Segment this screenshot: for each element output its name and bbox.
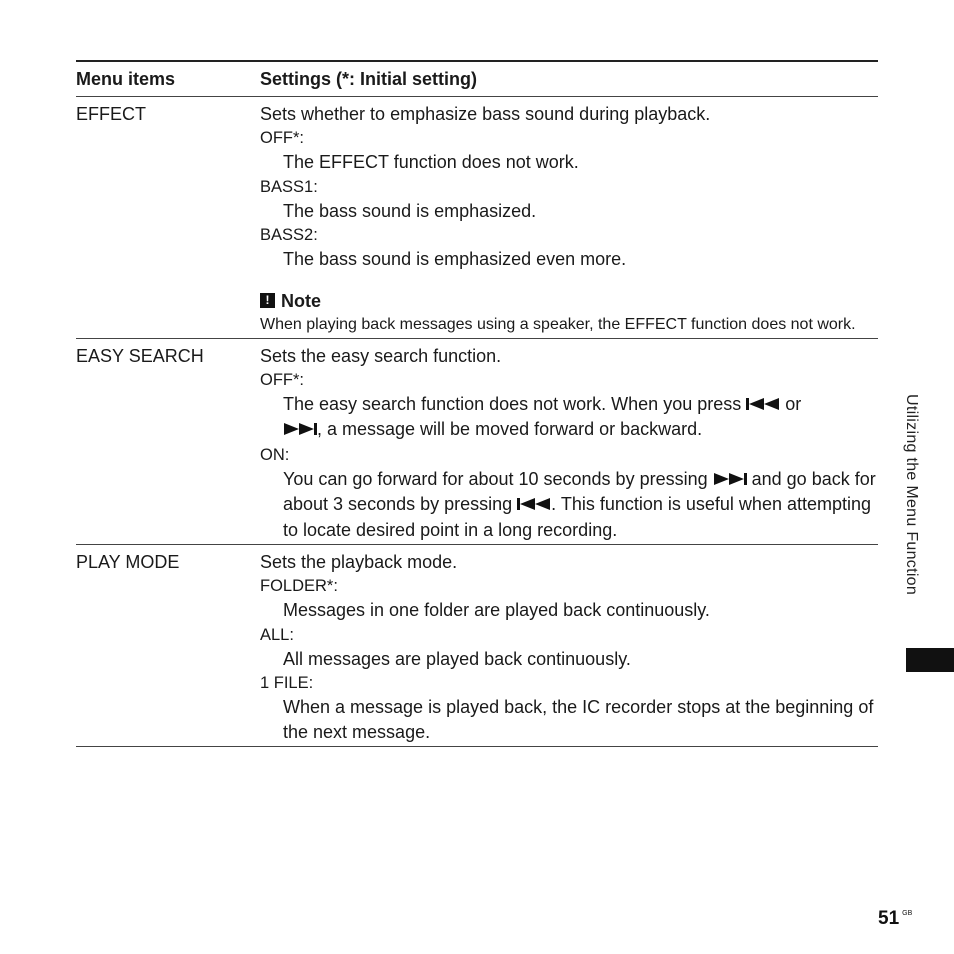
option-text: All messages are played back continuously. [283, 648, 631, 669]
item-description: Sets whether to emphasize bass sound during playback. [260, 104, 711, 124]
option-text-part: , a message will be moved forward or backward. [317, 419, 703, 439]
table-row-effect [76, 97, 878, 339]
option-label: BASS1: [260, 177, 318, 196]
note-text: When playing back messages using a speaker, the EFFECT function does not work. [260, 315, 856, 333]
header-settings: Settings (*: Initial setting) [260, 68, 478, 89]
option-text: The bass sound is emphasized even more. [283, 249, 627, 269]
previous-track-icon [746, 393, 780, 418]
option-label: 1 FILE: [260, 674, 314, 692]
header-menu-items: Menu items [76, 68, 176, 89]
option-text-part: The easy search function does not work. When you press [283, 393, 742, 414]
note-heading [260, 289, 878, 313]
section-tab-marker [906, 648, 954, 672]
option-label: ON: [260, 445, 290, 464]
item-description: Sets the playback mode. [260, 552, 458, 572]
previous-track-icon [517, 493, 551, 518]
option-text-part: . This function is useful when attempting to locate desired point in a long recording. [283, 494, 872, 540]
option-text-part: and go back for about 3 seconds by pressing [283, 468, 876, 514]
option-label: FOLDER*: [260, 577, 338, 595]
table-row-easy-search [76, 339, 878, 546]
next-track-icon [283, 418, 317, 443]
option-text: The bass sound is emphasized. [283, 200, 537, 221]
option-text: Messages in one folder are played back continuously. [283, 600, 710, 620]
page-number [878, 908, 912, 930]
option-text-part: or [785, 393, 802, 414]
menu-item-settings [260, 97, 878, 338]
page-number-suffix: GB [902, 910, 913, 917]
option-label: OFF*: [260, 129, 304, 147]
option-label: BASS2: [260, 226, 318, 244]
next-track-icon [713, 468, 747, 493]
option-text [260, 392, 878, 443]
table-row-play-mode [76, 545, 878, 747]
option-text [260, 467, 878, 543]
menu-item-name: EASY SEARCH [76, 345, 204, 366]
menu-item-name: EFFECT [76, 104, 146, 124]
menu-item-settings [260, 339, 878, 545]
page-number-value: 51 [878, 908, 900, 929]
option-text: When a message is played back, the IC recorder stops at the beginning of the next message. [283, 697, 874, 742]
option-label: OFF*: [260, 370, 304, 389]
note-title: Note [281, 290, 321, 311]
menu-item-settings [260, 545, 878, 746]
section-side-label: Utilizing the Menu Function [903, 394, 920, 596]
note-icon: ! [260, 293, 275, 308]
item-description: Sets the easy search function. [260, 345, 502, 366]
option-label: ALL: [260, 625, 294, 644]
menu-settings-table [76, 60, 878, 747]
menu-item-name: PLAY MODE [76, 552, 180, 572]
table-header [76, 62, 878, 97]
option-text-part: You can go forward for about 10 seconds by pressing [283, 468, 708, 489]
option-text: The EFFECT function does not work. [283, 152, 579, 172]
